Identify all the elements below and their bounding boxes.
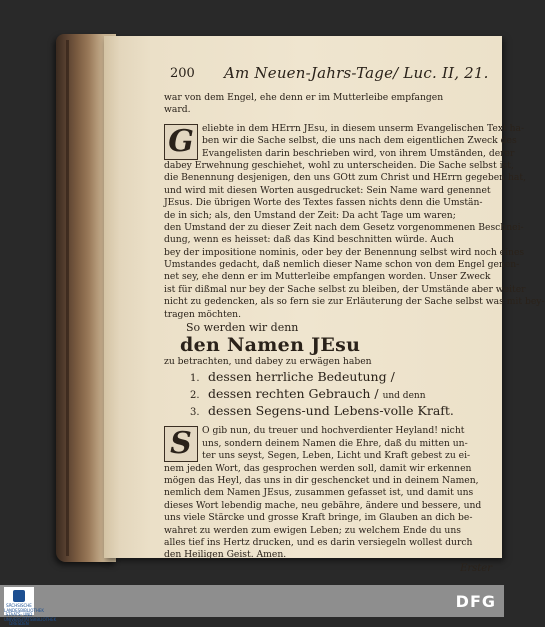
text-line: eliebte in dem HErrn JEsu, in diesem unserm Evangelischen Text ha- xyxy=(202,122,525,134)
list-tail: und denn xyxy=(382,391,426,402)
text-line: alles tief ins Hertz drucken, und es darin versiegeln wollest durch xyxy=(164,536,473,548)
text-line: uns viele Stärcke und grosse Kraft bringe, im Glauben an dich be- xyxy=(164,512,473,524)
so-werden-line: So werden wir denn xyxy=(186,321,299,335)
text-line: nicht zu gedencken, als so fern sie zur Erläuterung der Sache selbst was mit bey- xyxy=(164,296,545,308)
list-text: dessen Segens-und Lebens-volle Kraft. xyxy=(207,403,454,419)
list-number: 1. xyxy=(190,373,200,385)
list-text: dessen herrliche Bedeutung / xyxy=(207,369,395,385)
list-number: 3. xyxy=(190,407,200,419)
page-header xyxy=(170,64,500,84)
list-item-power xyxy=(190,402,494,419)
list-text: dessen rechten Gebrauch / xyxy=(207,386,379,402)
text-line: den Umstand der zu dieser Zeit nach dem Gesetz vorgenommenen Beschnei- xyxy=(164,221,524,233)
text-line: nemlich dem Namen JEsus, zusammen gefasset ist, und damit uns xyxy=(164,487,474,499)
text-line: O gib nun, du treuer und hochverdienter Heyland! nicht xyxy=(202,425,465,437)
text-line: und wird mit diesen Worten ausgedrucket: Sein Name ward genennet xyxy=(164,184,491,196)
text-line: nem jeden Wort, das gesprochen werden soll, damit wir erkennen xyxy=(164,462,472,474)
text-line: war von dem Engel, ehe denn er im Mutterleibe empfangen xyxy=(164,92,444,103)
page-text xyxy=(164,92,545,575)
list-item-meaning xyxy=(190,368,494,385)
text-line: tragen möchten. xyxy=(164,308,241,320)
text-line: Evangelisten darin beschrieben wird, von ihrem Umständen, derer xyxy=(202,147,515,159)
text-line: JEsus. Die übrigen Worte des Textes fassen nichts denn die Umstän- xyxy=(164,197,483,209)
text-line: Umstandes gedacht, daß nemlich dieser Name schon von dem Engel genen- xyxy=(164,259,520,271)
paragraph-introduction xyxy=(164,122,545,321)
dfg-logo[interactable]: DFG xyxy=(455,592,496,611)
library-emblem-icon xyxy=(13,590,25,602)
text-line: dieses Wort lebendig mache, neu gebähre, ändere und bessere, und xyxy=(164,499,482,511)
text-line: ter uns seyst, Segen, Leben, Licht und Kraft gebest zu ei- xyxy=(202,450,471,462)
library-logo[interactable] xyxy=(4,587,57,626)
text-line: de in sich; als, den Umstand der Zeit: Da acht Tage um waren; xyxy=(164,209,456,221)
initial-letter: S xyxy=(164,426,198,462)
viewer-footer-bar xyxy=(0,585,504,617)
text-line: dung, wenn es heisset: daß das Kind beschnitten würde. Auch xyxy=(164,234,454,246)
text-line: uns, sondern deinem Namen die Ehre, daß du mitten un- xyxy=(202,437,468,449)
list-number: 2. xyxy=(190,390,200,402)
text-line: wahret zu werden zum ewigen Leben; zu welchem Ende du uns xyxy=(164,524,461,536)
text-line: net sey, ehe denn er im Mutterleibe empfangen worden. Unser Zweck xyxy=(164,271,491,283)
text-line: mögen das Heyl, das uns in dir geschencket und in deinem Namen, xyxy=(164,474,479,486)
text-line: dabey Erwehnung geschiehet, wohl zu unterscheiden. Die Sache selbst ist, xyxy=(164,159,514,171)
list-item-use xyxy=(190,385,494,402)
page-number: 200 xyxy=(170,66,195,81)
initial-letter: G xyxy=(164,124,198,160)
text-line: ben wir die Sache selbst, die uns nach dem eigentlichen Zweck des xyxy=(202,135,517,147)
text-line: die Benennung desjenigen, den uns GOtt zum Christ und HErrn gegeben hat, xyxy=(164,172,527,184)
consider-line: zu betrachten, und dabey zu erwägen haben xyxy=(164,356,372,368)
catchword: Erster xyxy=(460,562,492,574)
text-line: den Heiligen Geist. Amen. xyxy=(164,549,287,561)
name-heading: den Namen JEsu xyxy=(180,334,361,357)
paragraph-prayer xyxy=(164,425,494,561)
text-line: ward. xyxy=(164,104,191,116)
text-line: bey der impositione nominis, oder bey der Benennung selbst wird noch eines xyxy=(164,246,525,258)
library-logo-caption: SÄCHSISCHE LANDESBIBLIOTHEK STAATS- UND UNIVERSITÄTSBIBLIOTHEK DRESDEN xyxy=(4,603,57,626)
book-page xyxy=(104,36,545,574)
running-title: Am Neuen-Jahrs-Tage/ Luc. II, 21. xyxy=(224,64,489,82)
text-line: ist für dißmal nur bey der Sache selbst zu bleiben, der Umstände aber weiter xyxy=(164,283,526,295)
